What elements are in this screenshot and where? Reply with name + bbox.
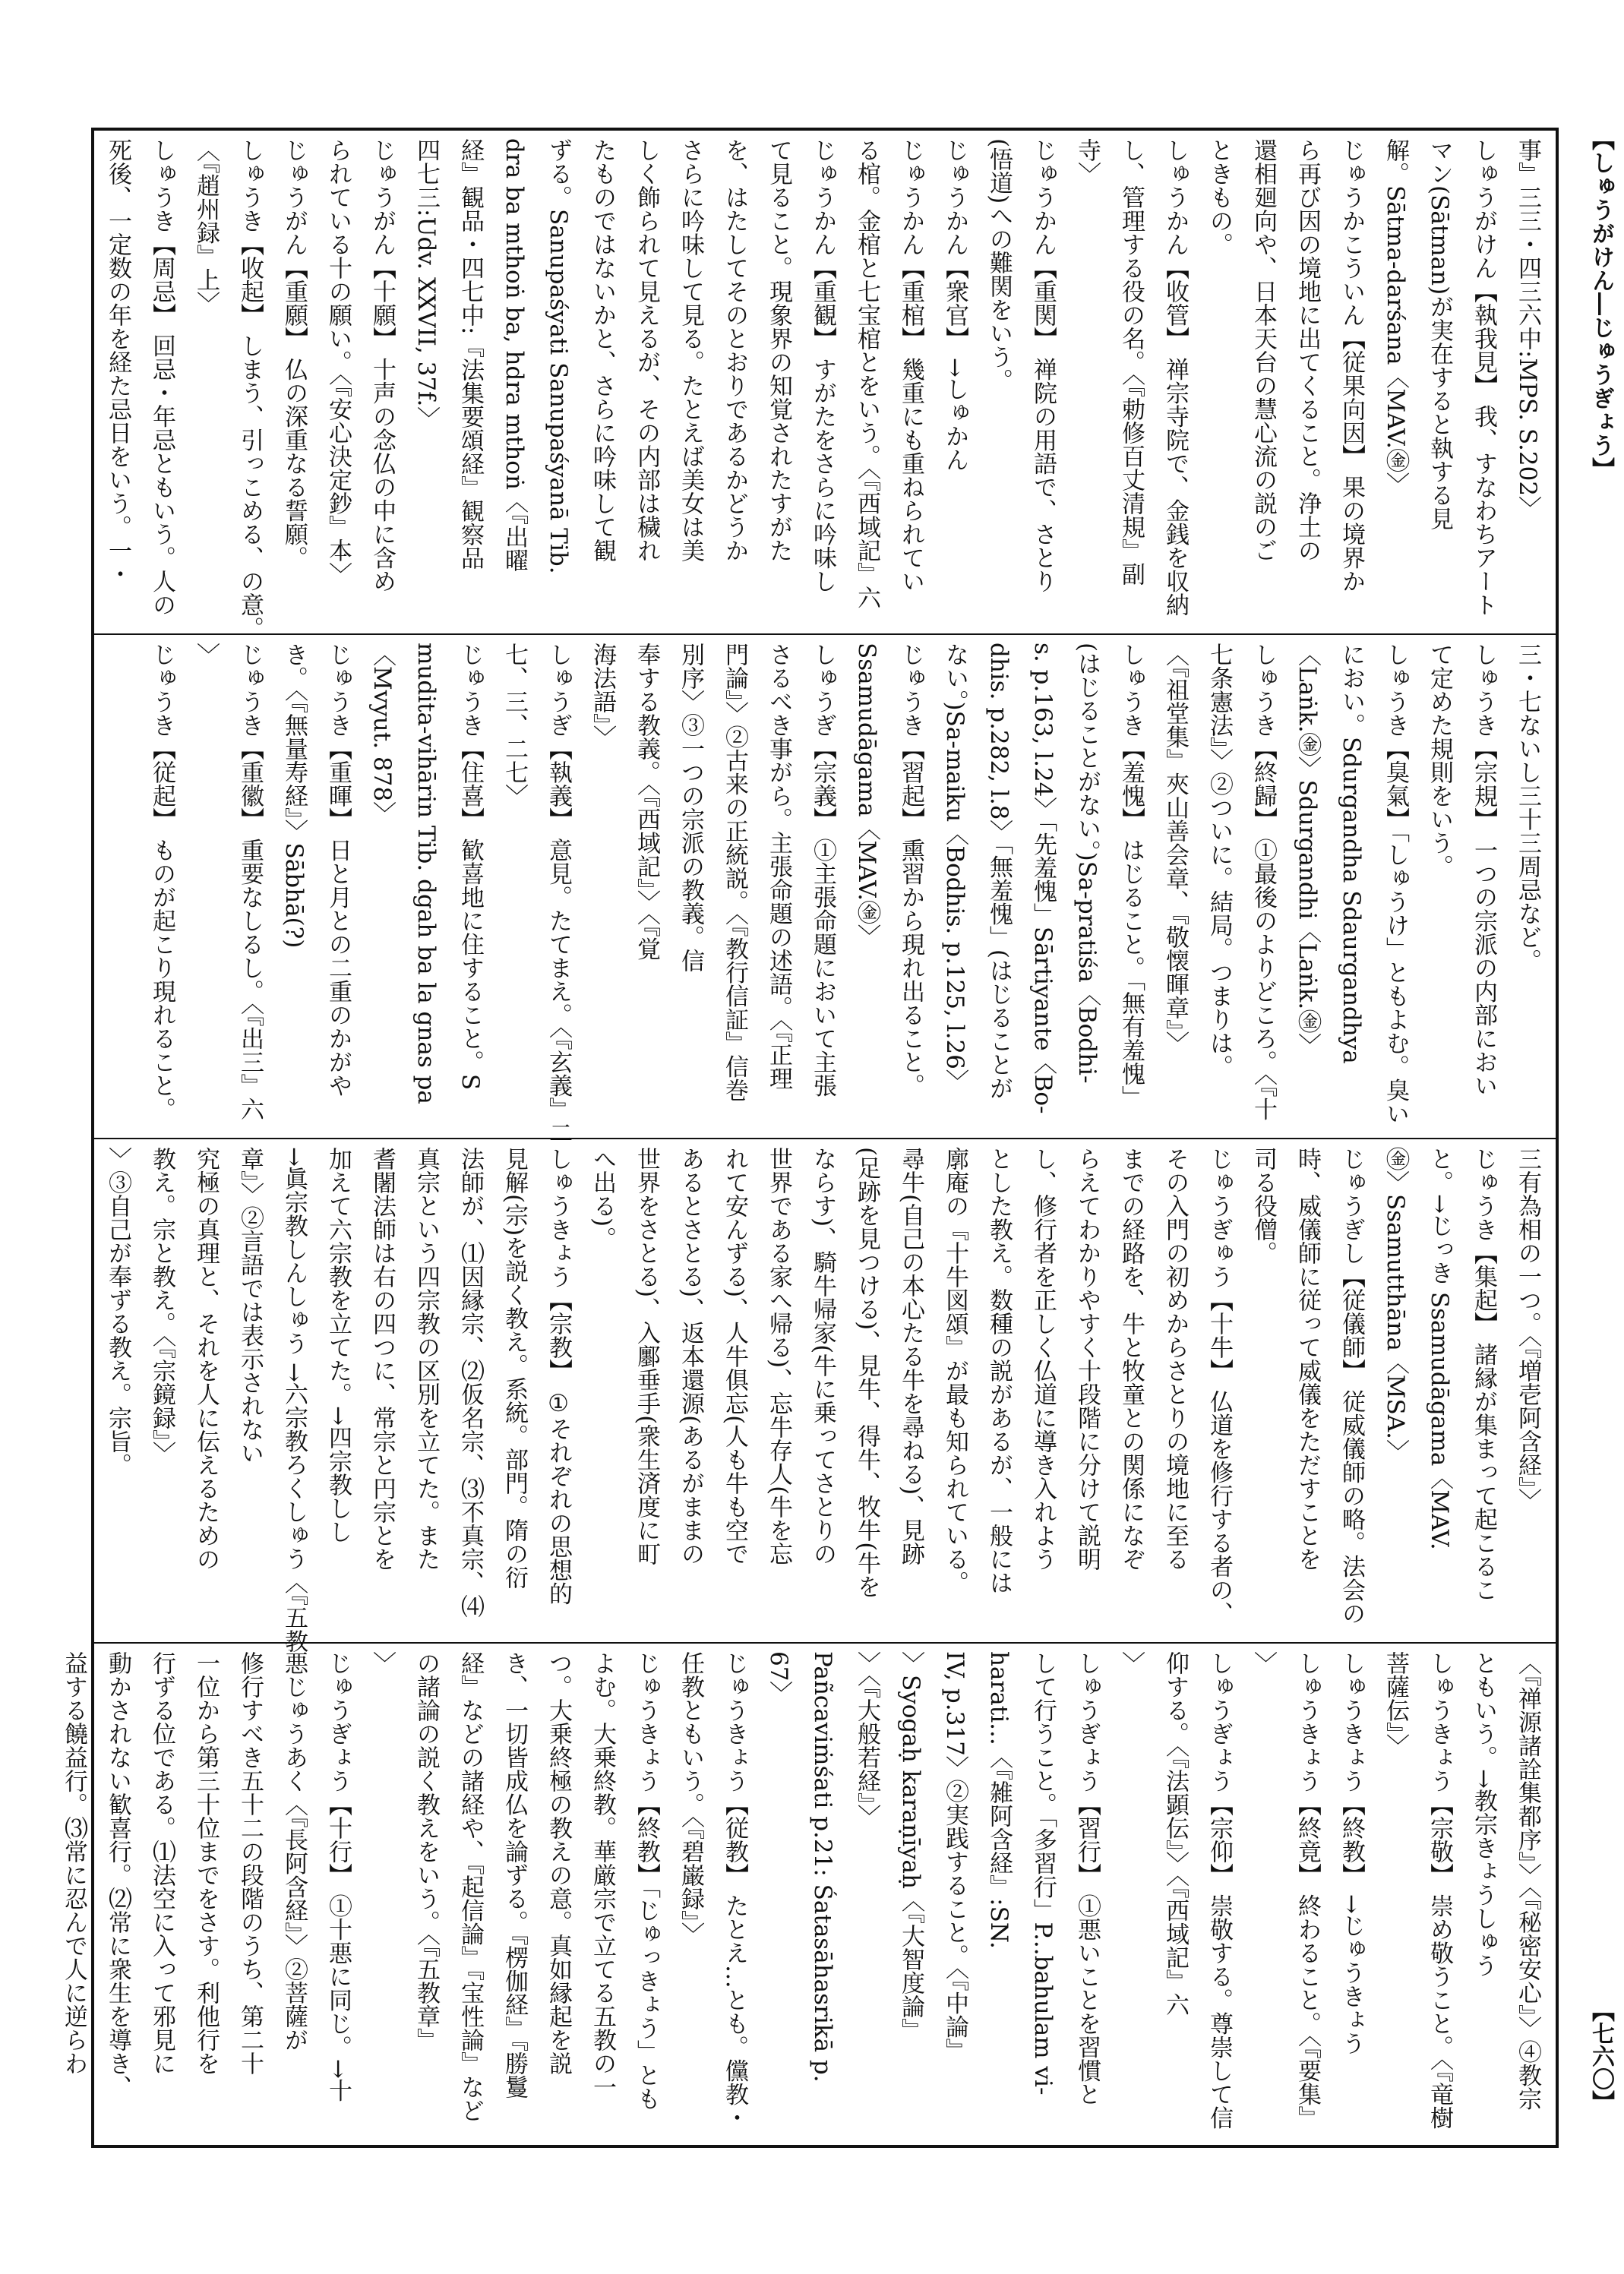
dictionary-line: 真宗という四宗教の区別を立てた。また xyxy=(412,1147,440,1571)
dictionary-line: 仰する。〈『法顕伝』〉〈『西域記』六 xyxy=(1161,1651,1189,2017)
dictionary-line: 67〉 xyxy=(765,1651,792,1705)
dictionary-line: マン(Sātman)が実在すると執する見 xyxy=(1426,138,1453,531)
dictionary-line: Ssamudāgama〈MAV.㊎〉 xyxy=(853,643,880,948)
dictionary-line: 〉〈『大般若経』〉 xyxy=(853,1651,880,1828)
dictionary-line: 〈『祖堂集』夾山善会章、『敬懐暉章』〉 xyxy=(1161,643,1189,1055)
dictionary-line: 修行すべき五十二の段階のうち、第二十 xyxy=(236,1651,264,2075)
dictionary-line: 奉する教義。〈『西域記』〉〈『覚 xyxy=(633,643,660,961)
dictionary-line: dra ba mthoṅ ba, hdra mthoṅ〈『出曜 xyxy=(501,138,528,573)
dictionary-line: ときもの。 xyxy=(1205,138,1233,256)
dictionary-line: 耆闍法師は右の四つに、常宗と円宗とを xyxy=(368,1147,396,1571)
dictionary-line: 解。Sātma-darśana〈MAV.㊎〉 xyxy=(1382,138,1409,496)
dictionary-line: じゅうかん【衆官】 →しゅかん xyxy=(941,138,968,472)
dictionary-line: ない。)Sa-maiku〈Bodhis. p.125, l.26〉 xyxy=(941,643,968,1093)
dictionary-line: て見ること。現象界の知覚されたすがた xyxy=(765,138,792,562)
dictionary-line: IV, p.317〉②実践すること。〈『中論』 xyxy=(941,1651,968,2062)
dictionary-line: しゅうきょう【宗教】 ①それぞれの思想的 xyxy=(545,1147,572,1606)
dictionary-line: しゅうきょう【終竟】 終わること。〈『要集』 xyxy=(1294,1651,1321,2130)
dictionary-line: 別序〉③一つの宗派の教義。信 xyxy=(677,643,704,972)
dictionary-line: 〈『趙州録』上〉 xyxy=(192,138,220,315)
dictionary-line: じゅうき【住喜】 歓喜地に住すること。S xyxy=(457,643,484,1091)
dictionary-line: 〈『禅源諸詮集都序』〉〈『秘密安心』〉④教宗 xyxy=(1514,1651,1541,2111)
dictionary-line: と。→じっき Ssamudāgama〈MAV. xyxy=(1426,1147,1453,1550)
dictionary-line: あるとさとる)、返本還源(あるがままの xyxy=(677,1147,704,1566)
dictionary-line: 世界をさとる)、入鄽垂手(衆生済度に町 xyxy=(633,1147,660,1566)
dictionary-line: ら再び因の境地に出てくること。浄土の xyxy=(1294,138,1321,562)
dictionary-line: 〉 xyxy=(1117,1651,1145,1675)
dictionary-line: し、修行者を正しく仏道に導き入れよう xyxy=(1029,1147,1057,1571)
dictionary-line: 行ずる位である。⑴法空に入って邪見に xyxy=(148,1651,175,2075)
dictionary-line: 見解(宗)を説く教え。系統。部門。隋の衍 xyxy=(501,1147,528,1590)
dictionary-line: じゅうかん【重関】 禅院の用語で、さとり xyxy=(1029,138,1057,593)
page-number: 【七六〇】 xyxy=(1588,1999,1614,2113)
dictionary-line: 〉③自己が奉ずる教え。宗旨。 xyxy=(104,1147,131,1477)
dictionary-line: 事』三三・四三六中:MPS. S.202〉 xyxy=(1514,138,1541,520)
dictionary-line: mudita-vihārin Tib. dgah ba la gnas pa xyxy=(412,643,440,1104)
dictionary-line: 世界である家へ帰る)、忘牛存人(牛を忘 xyxy=(765,1147,792,1566)
dictionary-line: 〈Mvyut. 878〉 xyxy=(368,643,396,826)
dictionary-line: しゅうぎ【執義】 意見。たてまえ。〈『玄義』二 xyxy=(545,643,572,1145)
dictionary-line: 動かされない歓喜行。⑵常に衆生を導き、 xyxy=(104,1651,131,2099)
dictionary-line: s. p.163, l.24〉「先羞愧」Sārtiyante〈Bo- xyxy=(1029,643,1057,1114)
dictionary-line: じゅうぎょう【十行】 ①十悪に同じ。→十 xyxy=(324,1651,352,2102)
dictionary-line: 菩薩伝』〉 xyxy=(1382,1651,1409,1758)
dictionary-line: て定めた規則をいう。 xyxy=(1426,643,1453,878)
dictionary-line: しゅうき【收起】 しまう、引っこめる、の意。 xyxy=(236,138,264,640)
dictionary-line: 〉 xyxy=(1250,1651,1277,1675)
dictionary-line: じゅうき【従起】 ものが起こり現れること。 xyxy=(148,643,175,1121)
dictionary-line: よむ。大乗終教。華厳宗で立てる五教の一 xyxy=(589,1651,616,2099)
dictionary-line: 四七三:Udv. XXVII, 37f.〉 xyxy=(412,138,440,431)
dictionary-line: たものではないかと、さらに吟味して観 xyxy=(589,138,616,562)
dictionary-line: しゅうぎょう【習行】 ①悪いことを習慣と xyxy=(1073,1651,1101,2106)
dictionary-line: (悟道)への難関をいう。 xyxy=(985,138,1013,393)
dictionary-line: ㊎〉Ssamutthāna〈MSA.〉 xyxy=(1382,1147,1409,1464)
dictionary-line: じゅうき【重暉】 日と月との二重のかがや xyxy=(324,643,352,1098)
dictionary-line: さらに吟味して見る。たとえば美女は美 xyxy=(677,138,704,562)
dictionary-line: 時、威儀師に従って威儀をただすことを xyxy=(1294,1147,1321,1571)
dictionary-line: しゅうき【宗規】 一つの宗派の内部におい xyxy=(1470,643,1497,1098)
dictionary-line: Pañcaviṁśati p.21: Śatasāhasrikā p. xyxy=(809,1651,836,2083)
dictionary-line: る棺。金棺と七宝棺とをいう。〈『西域記』六 xyxy=(853,138,880,609)
dictionary-line: しゅうき【臭氣】「しゅうけ」ともよむ。臭い xyxy=(1382,643,1409,1126)
dictionary-line: 経』観品・四七中:『法集要頌経』観察品 xyxy=(457,138,484,570)
dictionary-line: 還相廻向や、日本天台の慧心流の説のご xyxy=(1250,138,1277,562)
dictionary-line: しゅうがけん【執我見】 我、すなわちアート xyxy=(1470,138,1497,617)
dictionary-line: じゅうかん【重観】 すがたをさらに吟味し xyxy=(809,138,836,593)
dictionary-line: 加えて六宗教を立てた。→四宗教しし xyxy=(324,1147,352,1543)
dictionary-line: 門論』〉②古来の正統説。〈『教行信証』信巻 xyxy=(721,643,748,1102)
page-frame xyxy=(60,128,1559,2148)
dictionary-line: 寺〉 xyxy=(1073,138,1101,185)
text-tier-2 xyxy=(94,635,1556,1145)
dictionary-line: つ。大乗終極の教えの意。真如縁起を説 xyxy=(545,1651,572,2075)
dictionary-line: じゅうぎゅう【十牛】 仏道を修行する者の、 xyxy=(1205,1147,1233,1625)
dictionary-line: 経』などの諸経や、『起信論』『宝性論』など xyxy=(457,1651,484,2122)
dictionary-line: さるべき事がら。主張命題の述語。〈『正理 xyxy=(765,643,792,1090)
dictionary-line: しゅうき【羞愧】 はじること。「無有羞愧」 xyxy=(1117,643,1145,1110)
dictionary-line: 章』〉②言語では表示されない xyxy=(236,1147,264,1465)
dictionary-line: じゅうかこういん【従果向因】 果の境界か xyxy=(1338,138,1365,593)
dictionary-line: 尋牛(自己の本心たる牛を尋ねる)、見跡 xyxy=(897,1147,924,1566)
dictionary-line: 究極の真理と、それを人に伝えるための xyxy=(192,1147,220,1571)
dictionary-line: じゅうきょう【従教】 たとえ…とも。儻教・ xyxy=(721,1651,748,2130)
dictionary-line: ずる。Sanupaśyati Sanupaśyanā Tib. xyxy=(545,138,572,574)
dictionary-line: じゅうき【習起】 熏習から現れ出ること。 xyxy=(897,643,924,1098)
dictionary-line: 〉Syogaḥ karaṇīyaḥ〈『大智度論』 xyxy=(897,1651,924,2042)
dictionary-line: におい。Sdurgandha Sdaurgandhya xyxy=(1338,643,1365,1064)
dictionary-line: ともいう。→教宗きょうしゅう xyxy=(1470,1651,1497,1977)
dictionary-line: しゅうき【終歸】 ①最後のよりどころ。〈『十 xyxy=(1250,643,1277,1121)
dictionary-line: しく飾られて見えるが、その内部は穢れ xyxy=(633,138,660,562)
dictionary-line: じゅうがん【重願】 仏の深重なる誓願。 xyxy=(280,138,308,570)
dictionary-line: dhis. p.282, l.8〉「無羞愧」(はじることが xyxy=(985,643,1013,1101)
dictionary-line: 法師が、⑴因縁宗、⑵仮名宗、⑶不真宗、⑷ xyxy=(457,1147,484,1618)
dictionary-line: ならす)、騎牛帰家(牛に乗ってさとりの xyxy=(809,1147,836,1566)
dictionary-line: (はじることがない。)Sa-pratiśa〈Bodhi- xyxy=(1073,643,1101,1084)
page-header: 【しゅうがけん―じゅうぎょう】 xyxy=(1588,128,1614,481)
dictionary-line: 悪じゅうあく〈『長阿含経』〉②菩薩が xyxy=(280,1651,308,2051)
dictionary-line: その入門の初めからさとりの境地に至る xyxy=(1161,1147,1189,1571)
dictionary-line: じゅうき【集起】 諸縁が集まって起こるこ xyxy=(1470,1147,1497,1602)
text-tier-4 xyxy=(60,1644,1556,2145)
dictionary-line: 益する饒益行。⑶常に忍んで人に逆らわ xyxy=(60,1651,87,2075)
dictionary-line: き。〈『無量寿経』〉Sābhā(?) xyxy=(280,643,308,949)
dictionary-line: 海法語』〉 xyxy=(589,643,616,749)
dictionary-line: らえてわかりやすく十段階に分けて説明 xyxy=(1073,1147,1101,1571)
dictionary-line: しゅうぎょう【宗仰】 崇敬する。尊崇して信 xyxy=(1205,1651,1233,2130)
dictionary-line: 七条憲法』〉②ついに。結局。つまりは。 xyxy=(1205,643,1233,1079)
dictionary-line: じゅうがん【十願】 十声の念仏の中に含め xyxy=(368,138,396,593)
dictionary-line: れて安んずる)、人牛俱忘(人も牛も空で xyxy=(721,1147,748,1566)
dictionary-line: 一位から第三十位までをさす。利他行を xyxy=(192,1651,220,2075)
dictionary-line: られている十の願い。〈『安心決定鈔』本〉 xyxy=(324,138,352,586)
dictionary-line: 任教ともいう。〈『碧巌録』〉 xyxy=(677,1651,704,1946)
dictionary-line: 〈Laṅk.㊎〉Sdurgandhi〈Laṅk.㊎〉 xyxy=(1294,643,1321,1057)
dictionary-line: を、はたしてそのとおりであるかどうか xyxy=(721,138,748,562)
dictionary-line: までの経路を、牛と牧童との関係になぞ xyxy=(1117,1147,1145,1571)
dictionary-line: 死後、一定数の年を経た忌日をいう。一・ xyxy=(104,138,131,586)
dictionary-line: して行うこと。「多習行」P...bahulam vi- xyxy=(1029,1651,1057,2096)
dictionary-line: の諸論の説く教えをいう。〈『五教章』 xyxy=(412,1651,440,2051)
dictionary-line: しゅうき【周忌】 回忌・年忌ともいう。人の xyxy=(148,138,175,617)
dictionary-line: 〉 xyxy=(192,643,220,666)
dictionary-line: じゅうき【重徽】 重要なしるし。〈『出三』六 xyxy=(236,643,264,1121)
text-tier-1 xyxy=(94,131,1556,640)
dictionary-line: じゅうきょう【終教】「じゅっきょう」とも xyxy=(633,1651,660,2111)
text-tier-3 xyxy=(94,1139,1556,1653)
dictionary-line: 七、三、二七〉 xyxy=(501,643,528,807)
dictionary-line: じゅうかん【重棺】 幾重にも重ねられてい xyxy=(897,138,924,593)
dictionary-line: →眞宗教しんしゅう →六宗教ろくしゅう〈『五教 xyxy=(280,1147,308,1653)
dictionary-line: 三・七ないし三十三周忌など。 xyxy=(1514,643,1541,972)
dictionary-line: 〉 xyxy=(368,1651,396,1675)
dictionary-line: 廓庵の『十牛図頌』が最も知られている。 xyxy=(941,1147,968,1594)
dictionary-line: とした教え。数種の説があるが、一般には xyxy=(985,1147,1013,1594)
dictionary-line: しゅうぎ【宗義】 ①主張命題において主張 xyxy=(809,643,836,1098)
dictionary-line: しゅうかん【收管】 禅宗寺院で、金銭を収納 xyxy=(1161,138,1189,617)
dictionary-line: じゅうぎし【従儀師】 従威儀師の略。法会の xyxy=(1338,1147,1365,1625)
dictionary-line: (足跡を見つける)、見牛、得牛、牧牛(牛を xyxy=(853,1147,880,1599)
dictionary-line: し、管理する役の名。〈『勅修百丈清規』副 xyxy=(1117,138,1145,586)
dictionary-line: 教え。宗と教え。〈『宗鏡録』〉 xyxy=(148,1147,175,1465)
dictionary-line: 三有為相の一つ。〈『増壱阿含経』〉 xyxy=(1514,1147,1541,1512)
dictionary-line: harati...〈『雑阿含経』:SN. xyxy=(985,1651,1013,1949)
dictionary-line: しゅうきょう【宗敬】 崇め敬うこと。〈『竜樹 xyxy=(1426,1651,1453,2130)
dictionary-line: へ出る)。 xyxy=(589,1147,616,1251)
dictionary-line: 司る役僧。 xyxy=(1250,1147,1277,1265)
dictionary-line: き、一切皆成仏を論ずる。『楞伽経』『勝鬘 xyxy=(501,1651,528,2099)
dictionary-line: しゅうきょう【終教】 →じゅうきょう xyxy=(1338,1651,1365,2055)
